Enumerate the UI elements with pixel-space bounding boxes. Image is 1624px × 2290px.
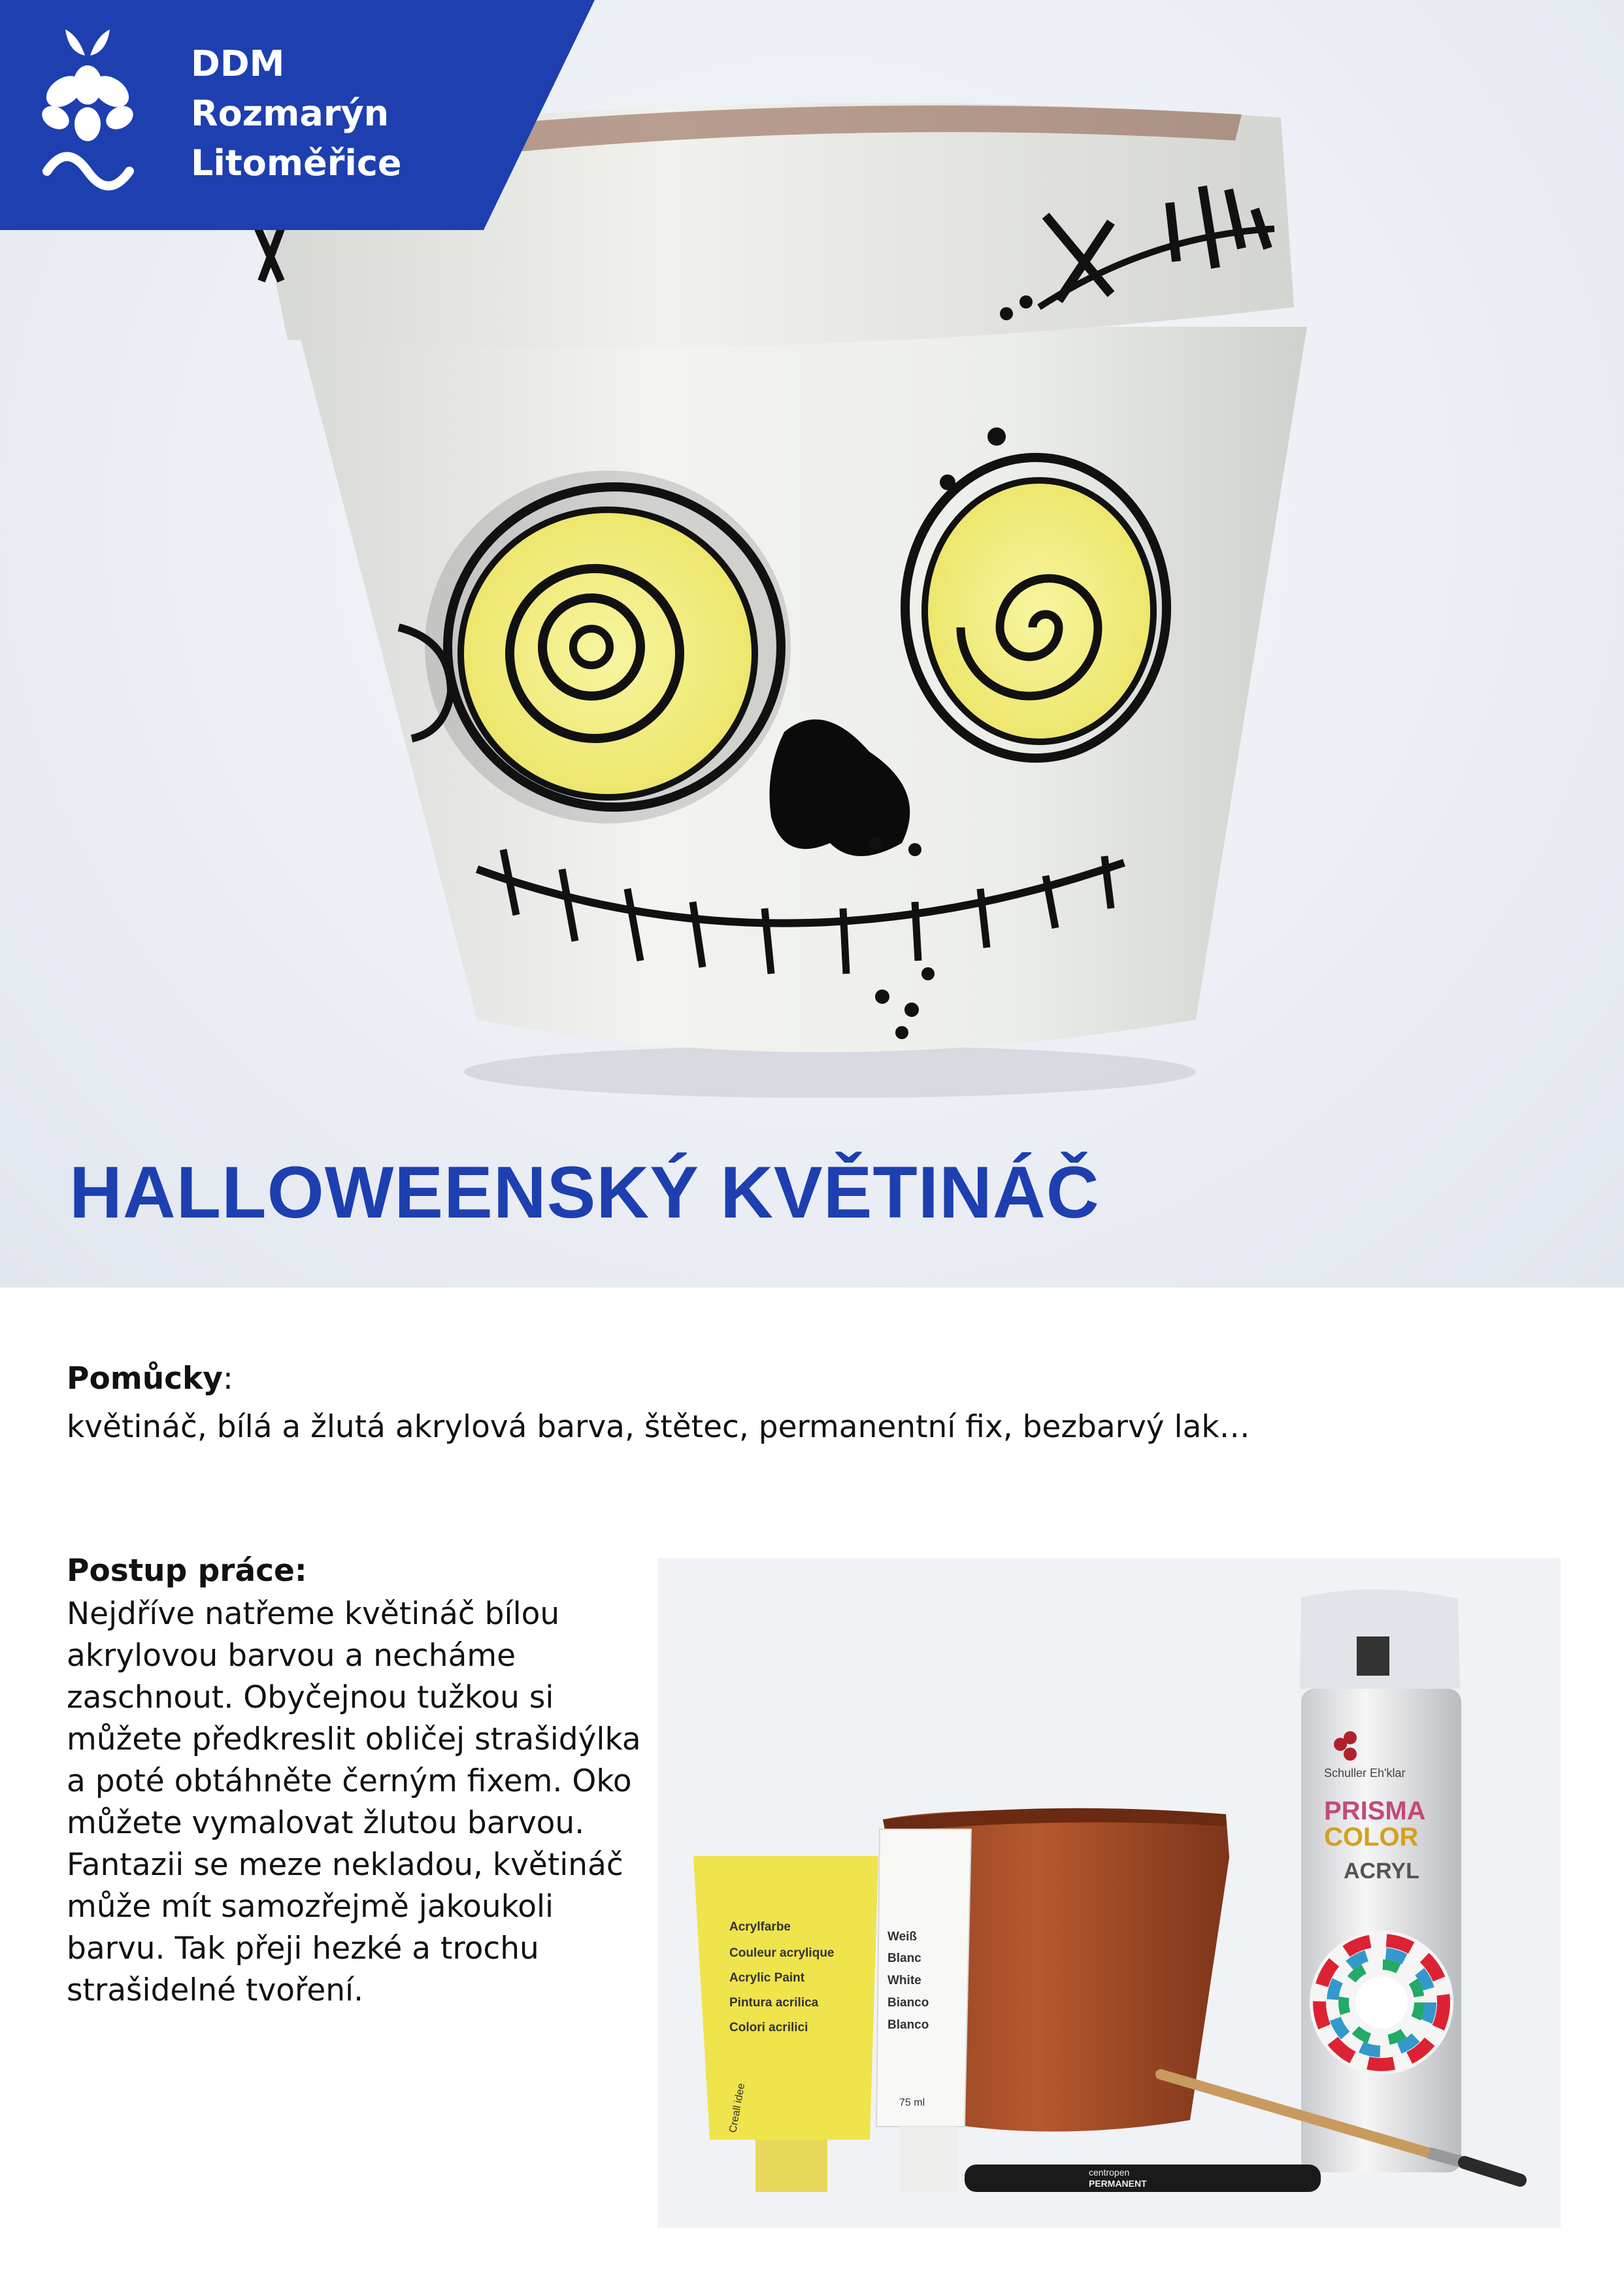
white-tube-text-5: Blanco	[887, 2018, 929, 2032]
yellow-tube-text-4: Pintura acrilica	[729, 1996, 819, 2010]
spray-brand: Schuller Eh'klar	[1324, 1767, 1406, 1780]
tools-heading-label: Pomůcky	[67, 1361, 223, 1397]
marker-label: PERMANENT	[1089, 2178, 1147, 2189]
materials-photo	[657, 1558, 1561, 2228]
spray-name-color: COLOR	[1324, 1823, 1419, 1851]
permanent-marker	[965, 2165, 1321, 2192]
logo-line-ddm: DDM	[191, 43, 285, 84]
white-tube-text-3: White	[887, 1974, 921, 1987]
procedure-text: Nejdříve natřeme květináč bílou akrylovou barvou a necháme zaschnout. Obyčejnou tužkou si můžete předkreslit obličej strašidýlka a poté obtáhněte černým fixem. Oko můžete vymalovat žlutou barvou. Fantazii se meze nekladou, květináč může mít samozřejmě jakoukoli barvu. Tak přeji hezké a trochu strašidelné tvoření.	[67, 1596, 641, 2008]
logo-text	[191, 39, 402, 188]
yellow-tube-text-1: Acrylfarbe	[729, 1920, 791, 1934]
white-tube-text-2: Blanc	[887, 1951, 921, 1965]
tools-heading	[67, 1361, 233, 1397]
spray-name-acryl: ACRYL	[1344, 1859, 1419, 1883]
spray-can	[1300, 1589, 1461, 2172]
ddm-logo	[0, 0, 601, 230]
tools-heading-colon: :	[222, 1361, 233, 1397]
spray-name-prisma: PRISMA	[1324, 1797, 1426, 1825]
logo-line-litomerice: Litoměřice	[191, 142, 402, 184]
white-tube-volume: 75 ml	[899, 2097, 925, 2108]
tools-list: květináč, bílá a žlutá akrylová barva, štětec, permanentní fix, bezbarvý lak…	[67, 1409, 1250, 1445]
yellow-tube-text-2: Couleur acrylique	[729, 1946, 835, 1960]
marker-brand: centropen	[1089, 2167, 1130, 2178]
materials-illustration	[657, 1558, 1561, 2228]
procedure-heading: Postup práce:	[67, 1553, 307, 1589]
yellow-tube-text-3: Acrylic Paint	[729, 1971, 805, 1985]
white-tube-text-1: Weiß	[887, 1930, 918, 1944]
yellow-tube-brand: Creall idee	[727, 2082, 748, 2134]
yellow-tube-text-5: Colori acrilici	[729, 2021, 808, 2034]
white-tube-text-4: Bianco	[887, 1996, 929, 2010]
page-title: HALLOWEENSKÝ KVĚTINÁČ	[69, 1152, 1100, 1233]
logo-line-rozmaryn: Rozmarýn	[191, 93, 389, 134]
